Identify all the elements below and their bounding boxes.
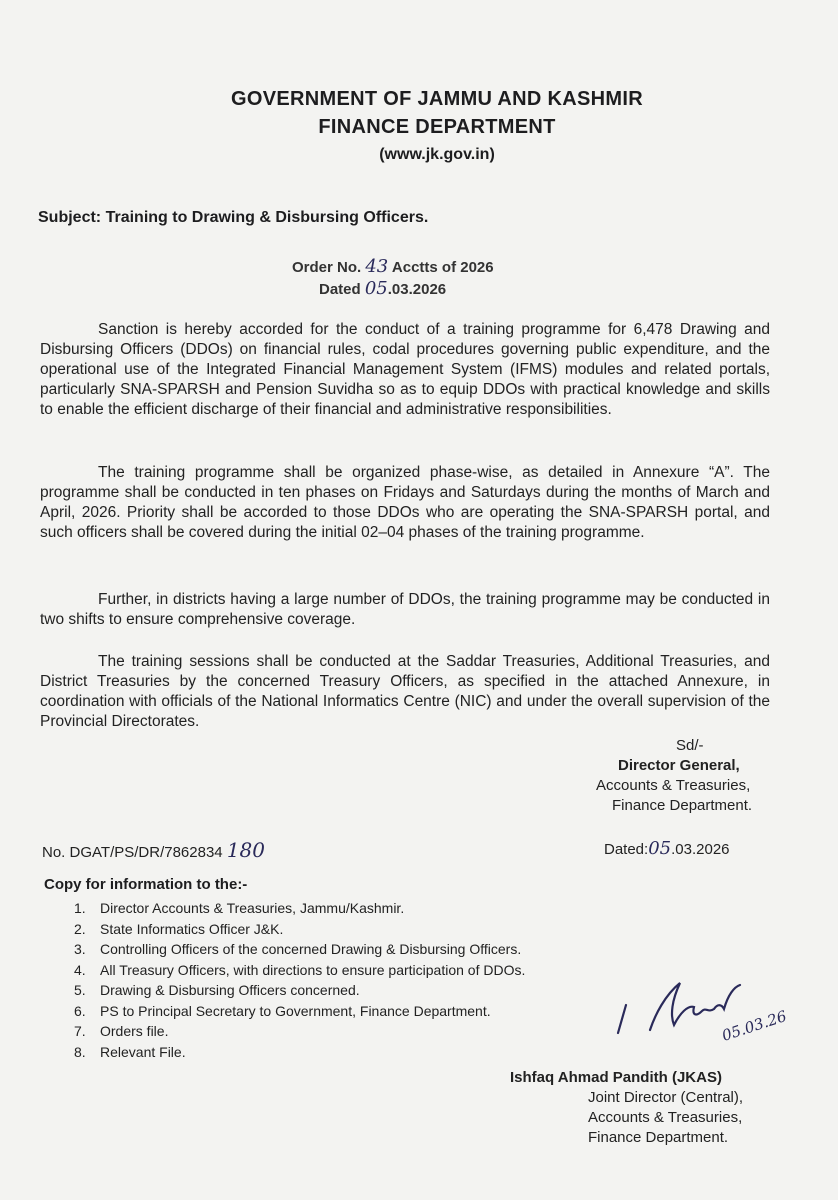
reference-date: [604, 838, 730, 859]
list-item: 3. Controlling Officers of the concerned Drawing & Disbursing Officers.: [74, 941, 522, 957]
order-number-handwritten: 43: [365, 256, 389, 277]
order-block: [292, 256, 494, 300]
reference-dated-label: Dated:: [604, 841, 649, 858]
website-text: (www.jk.gov.in): [379, 146, 495, 163]
signatory-title: Director General,: [618, 757, 740, 774]
list-item: 6. PS to Principal Secretary to Government, Finance Department.: [74, 1002, 491, 1019]
signature-date: 05.03.26: [719, 1007, 789, 1045]
signatory-line2: Accounts & Treasuries,: [596, 777, 751, 794]
department-heading: FINANCE DEPARTMENT: [318, 116, 556, 138]
list-item: 8. Relevant File.: [74, 1043, 186, 1060]
officer-line3: Finance Department.: [588, 1129, 729, 1146]
order-suffix: Acctts of 2026: [391, 259, 494, 276]
paragraph-shifts: Further, in districts having a large number of DDOs, the training programme may be conducted in two shifts to ensure comprehensive coverage.: [40, 591, 770, 628]
paragraph-phases: The training programme shall be organized phase-wise, as detailed in Annexure “A”. The programme shall be conducted in ten phases on Fridays and Saturdays during the months of March and April, 2026. Priority shall be accorded to those DDOs who are operating the SNA-SPARSH portal, and such officers shall be covered during the initial 02–04 phases of the training programme.: [40, 464, 770, 541]
copy-list: [74, 898, 525, 1062]
officer-line1: Joint Director (Central),: [588, 1089, 744, 1106]
officer-block: [510, 1068, 743, 1148]
order-date-line: [292, 278, 494, 300]
officer-name: Ishfaq Ahmad Pandith (JKAS): [510, 1069, 722, 1086]
order-date-rest: .03.2026: [387, 281, 447, 298]
list-item: 7. Orders file.: [74, 1023, 169, 1039]
signatory-block: [596, 736, 752, 816]
officer-line2: Accounts & Treasuries,: [588, 1109, 743, 1126]
order-prefix: Order No.: [292, 259, 362, 276]
list-item: 5. Drawing & Disbursing Officers concerned.: [74, 982, 360, 998]
order-day-handwritten: 05: [364, 278, 388, 299]
subject-text: Training to Drawing & Disbursing Officers.: [105, 209, 429, 226]
paragraph-sanction: Sanction is hereby accorded for the conduct of a training programme for 6,478 Drawing and Disbursing Officers (DDOs) on financial rules, codal procedures governing public expenditure, and the operational use of the Integrated Financial Management System (IFMS) modules and related portals, particularly SNA-SPARSH and Pension Suvidha so as to equip DDOs with practical knowledge and skills to enable the efficient discharge of their financial and administrative responsibilities.: [40, 321, 770, 418]
reference-number-text: No. DGAT/PS/DR/7862834: [42, 844, 223, 861]
signatory-line3: Finance Department.: [612, 797, 753, 814]
copy-heading: Copy for information to the:-: [44, 876, 248, 893]
reference-date-rest: .03.2026: [671, 841, 730, 858]
subject-label: Subject:: [38, 209, 102, 226]
list-item: 1. Director Accounts & Treasuries, Jammu/Kashmir.: [74, 900, 405, 916]
subject-line: [38, 209, 428, 227]
sd-text: Sd/-: [676, 737, 704, 754]
reference-number: [42, 838, 265, 862]
handwritten-signature: [610, 975, 790, 1050]
list-item: 4. All Treasury Officers, with directions to ensure participation of DDOs.: [74, 961, 526, 978]
govt-heading: GOVERNMENT OF JAMMU AND KASHMIR: [231, 88, 643, 110]
list-item: 2. State Informatics Officer J&K.: [74, 920, 284, 937]
order-number-line: [292, 256, 494, 278]
paragraph-sessions: The training sessions shall be conducted at the Saddar Treasuries, Additional Treasuries, and District Treasuries by the concerned Treasury Officers, as specified in the attached Annexure, in coordination with officials of the National Informatics Centre (NIC) and under the overall supervision of the Provincial Directorates.: [40, 653, 770, 730]
reference-number-handwritten: 180: [226, 838, 265, 862]
order-dated-label: Dated: [319, 281, 361, 298]
reference-day-handwritten: 05: [648, 838, 672, 859]
